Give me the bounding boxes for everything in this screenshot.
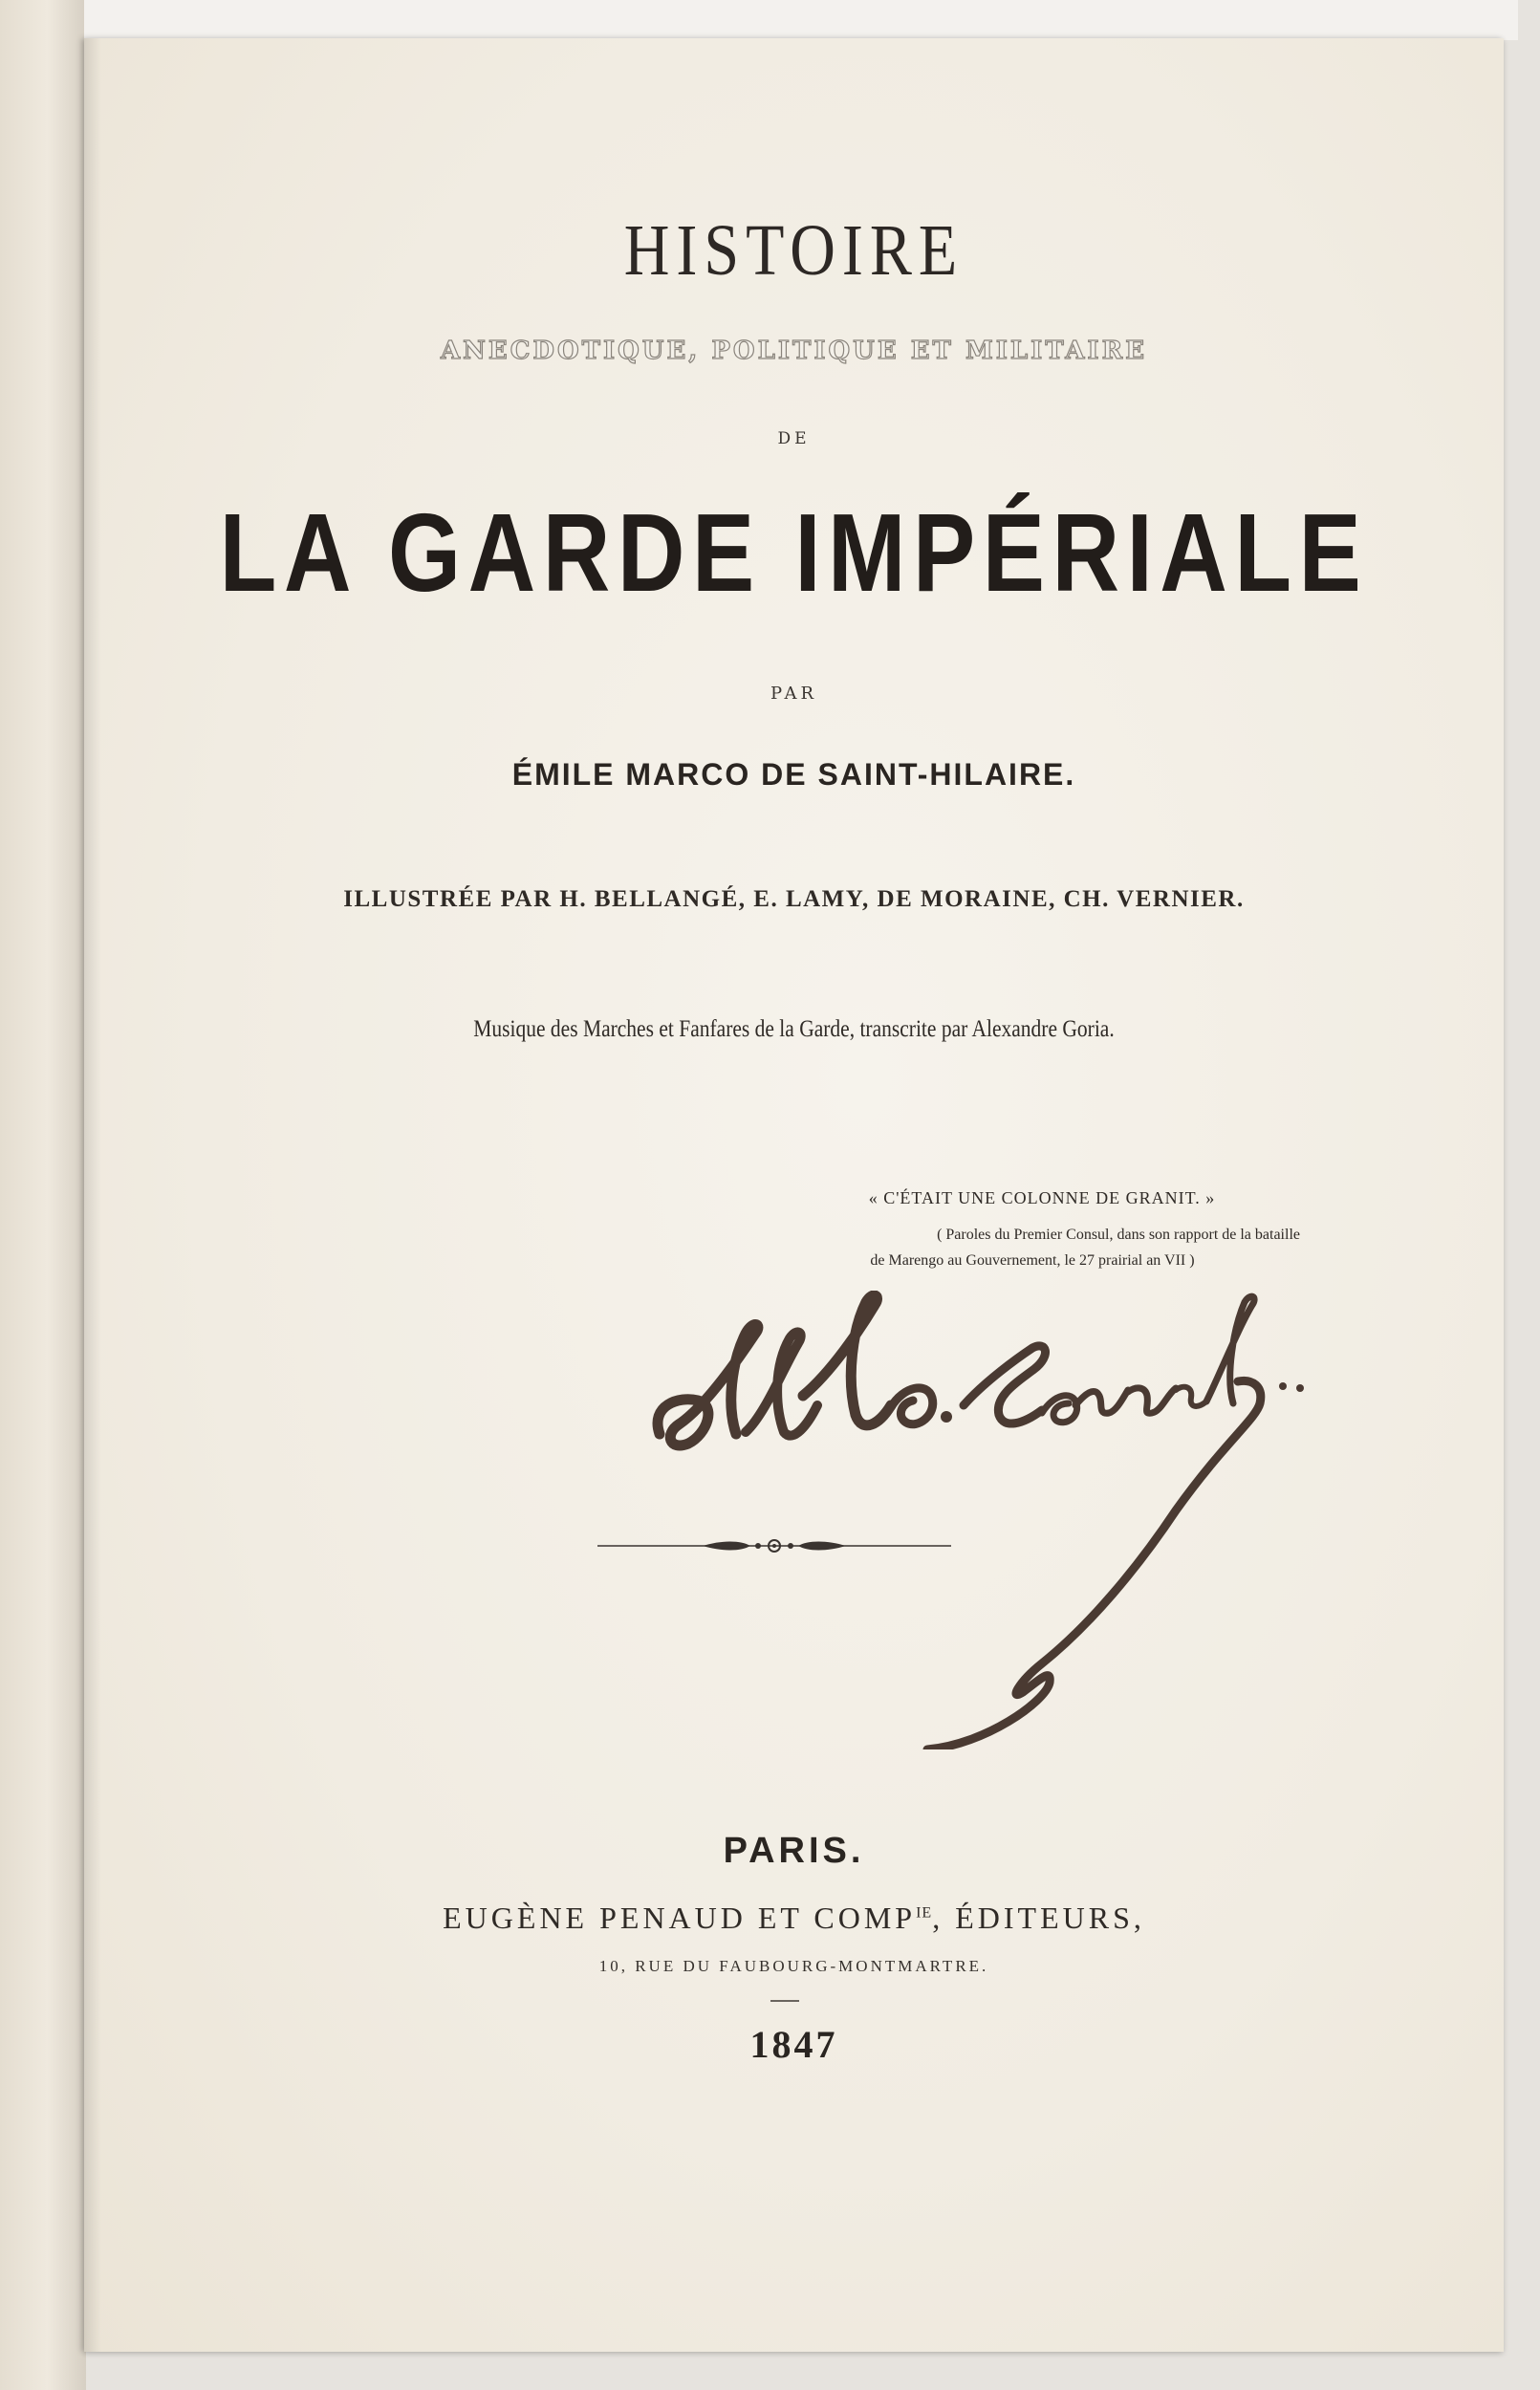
backdrop-left-page-edge	[0, 0, 86, 2390]
divider-rule	[770, 2000, 799, 2002]
publisher-main: EUGÈNE PENAUD ET COMP	[443, 1901, 917, 1935]
title-page	[84, 38, 1504, 2352]
epigraph-quote: « C'ÉTAIT UNE COLONNE DE GRANIT. »	[868, 1188, 1216, 1207]
imprint-city: PARIS.	[723, 1831, 865, 1871]
connector-de: DE	[777, 429, 811, 448]
music-credit: Musique des Marches et Fanfares de la Garde, transcrite par Alexandre Goria.	[473, 1016, 1115, 1042]
main-title: LA GARDE IMPÉRIALE	[219, 490, 1369, 616]
imprint-publisher	[84, 1901, 1504, 1936]
backdrop-top	[84, 0, 1518, 40]
publication-year: 1847	[749, 2023, 838, 2066]
publisher-tail: , ÉDITEURS,	[932, 1901, 1145, 1935]
publisher-superscript: IE	[916, 1904, 933, 1922]
title-histoire: HISTOIRE	[623, 210, 965, 292]
page-gutter-shadow	[84, 38, 101, 2352]
ornamental-rule	[597, 1534, 951, 1557]
connector-par: PAR	[770, 684, 817, 704]
subtitle: ANECDOTIQUE, POLITIQUE ET MILITAIRE	[440, 337, 1148, 365]
epigraph-source-line-1: ( Paroles du Premier Consul, dans son rapport de la bataille	[937, 1227, 1300, 1243]
epigraph-source-line-2: de Marengo au Gouvernement, le 27 prairial an VII )	[870, 1252, 1195, 1269]
author-name: ÉMILE MARCO DE SAINT-HILAIRE.	[511, 757, 1076, 792]
handwritten-signature	[640, 1291, 1367, 1749]
illustrators-credit: ILLUSTRÉE PAR H. BELLANGÉ, E. LAMY, DE MORAINE, CH. VERNIER.	[343, 886, 1245, 912]
imprint-address: 10, RUE DU FAUBOURG-MONTMARTRE.	[598, 1957, 989, 1975]
